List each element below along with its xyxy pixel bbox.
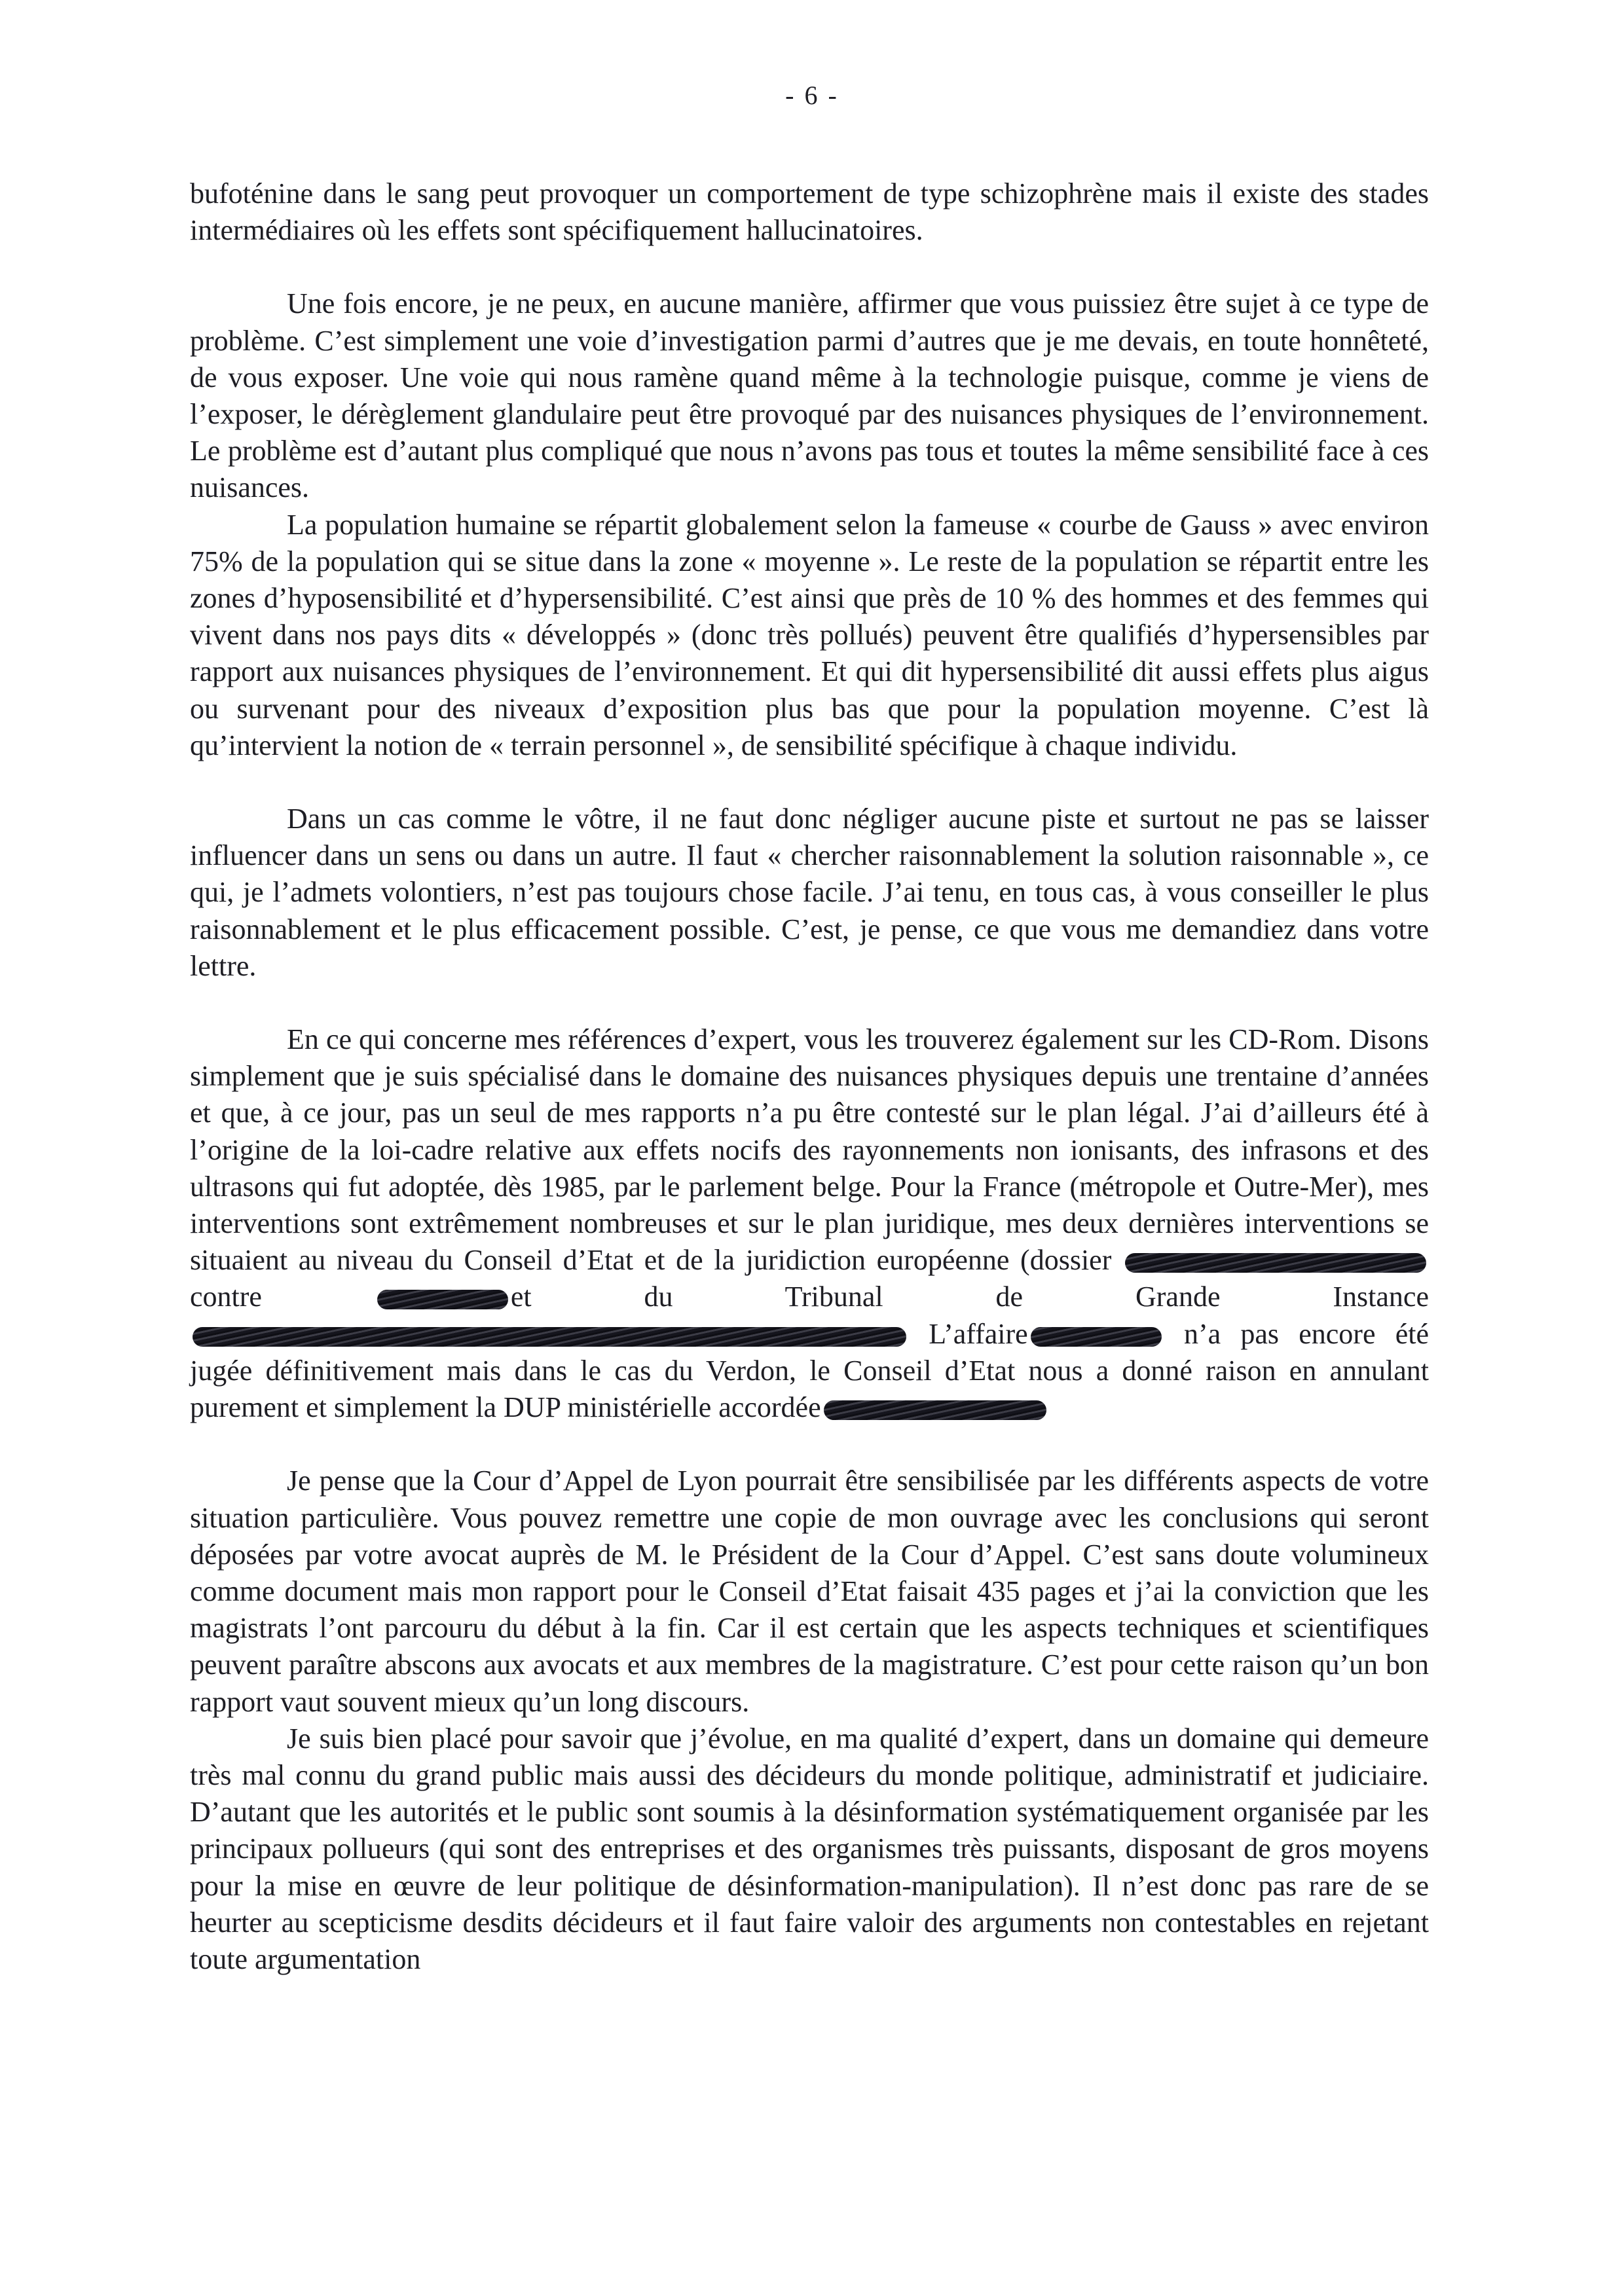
paragraph-advice: Dans un cas comme le vôtre, il ne faut donc négliger aucune piste et surtout ne pas se laisser influencer dans un sens ou dans un autre. Il faut « chercher raisonnablement la solution raisonnable », ce qui, je l’admets volontiers, n’est pas toujours chose facile. J’ai tenu, en tous cas, à vous conseiller le plus raisonnablement et le plus efficacement possible. C’est, je pense, ce que vous me demandiez dans votre lettre. (190, 803, 1429, 982)
paragraph-investigation: Une fois encore, je ne peux, en aucune manière, affirmer que vous puissiez être sujet à ce type de problème. C’est simplement une voie d’investigation parmi d’autres que je me devais, en toute honnêteté, de vous exposer. Une voie qui nous ramène quand même à la technologie puisque, comme je viens de l’exposer, le dérèglement glandulaire peut être provoqué par des nuisances physiques de l’environnement. Le problème est d’autant plus compliqué que nous n’avons pas tous et toutes la même sensibilité face à ces nuisances. (190, 287, 1429, 504)
expert-text-part3: et du Tribunal de Grande Instance (510, 1281, 1429, 1313)
paragraph-bufotenine: bufoténine dans le sang peut provoquer un comportement de type schizophrène mais il existe des stades intermédiaires où les effets sont spécifiquement hallucinatoires. (190, 177, 1429, 247)
page-number: - 6 - (785, 81, 839, 110)
redaction-mark (1031, 1327, 1162, 1347)
expert-text-part5: n’a pas encore été jugée définitivement mais dans le cas du Verdon, le Conseil d’Etat nous a donné raison en annulant purement et simplement la DUP ministérielle accordée (190, 1317, 1429, 1424)
paragraph-court-of-appeal: Je pense que la Cour d’Appel de Lyon pourrait être sensibilisée par les différents aspects de votre situation particulière. Vous pouvez remettre une copie de mon ouvrage avec les conclusions qui seront déposées par votre avocat auprès de M. le Président de la Cour d’Appel. C’est sans doute volumineux comme document mais mon rapport pour le Conseil d’Etat faisait 435 pages et j’ai la conviction que les magistrats l’ont parcouru du début à la fin. Car il est certain que les aspects techniques et scientifiques peuvent paraître abscons aux avocats et aux membres de la magistrature. C’est pour cette raison qu’un bon rapport vaut souvent mieux qu’un long discours. (190, 1465, 1429, 1718)
paragraph-disinformation: Je suis bien placé pour savoir que j’évolue, en ma qualité d’expert, dans un domaine qui demeure très mal connu du grand public mais aussi des décideurs du monde politique, administratif et judiciaire. D’autant que les autorités et le public sont soumis à la désinformation systématiquement organisée par les principaux pollueurs (qui sont des entreprises et des organismes très puissants, disposant de gros moyens pour la mise en œuvre de leur politique de désinformation-manipulation). Il n’est donc pas rare de se heurter au scepticisme desdits décideurs et il faut faire valoir des arguments non contestables en rejetant toute argumentation (190, 1722, 1429, 1975)
redaction-mark (1125, 1253, 1426, 1273)
redaction-mark (377, 1290, 508, 1309)
expert-text-part1: En ce qui concerne mes références d’expert, vous les trouverez également sur les CD-Rom. Disons simplement que je suis spécialisé dans le domaine des nuisances physiques depuis une trentaine d’années et que, à ce jour, pas un seul de mes rapports n’a pu être contesté sur le plan légal. J’ai d’ailleurs été à l’origine de la loi-cadre relative aux effets nocifs des rayonnements non ionisants, des infrasons et des ultrasons qui fut adoptée, dès 1985, par le parlement belge. Pour la France (métropole et Outre-Mer), mes interventions sont extrêmement nombreuses et sur le plan juridique, mes deux dernières interventions se situaient au niveau du Conseil d’Etat et de la juridiction européenne (dossier (190, 1023, 1429, 1277)
paragraph-expert-references (190, 1021, 1429, 1426)
redaction-mark (193, 1327, 906, 1347)
letter-body (190, 175, 1429, 1978)
expert-text-part2: contre (190, 1281, 262, 1313)
paragraph-gauss-curve: La population humaine se répartit globalement selon la fameuse « courbe de Gauss » avec environ 75% de la population qui se situe dans la zone « moyenne ». Le reste de la population se répartit entre les zones d’hyposensibilité et d’hypersensibilité. C’est ainsi que près de 10 % des hommes et des femmes qui vivent dans nos pays dits « développés » (donc très pollués) peuvent être qualifiés d’hypersensibles par rapport aux nuisances physiques de l’environnement. Et qui dit hypersensibilité dit aussi effets plus aigus ou survenant pour des niveaux d’exposition plus bas que pour la population moyenne. C’est là qu’intervient la notion de « terrain personnel », de sensibilité spécifique à chaque individu. (190, 508, 1429, 761)
expert-text-part4: L’affaire (929, 1317, 1028, 1350)
redaction-mark (824, 1400, 1046, 1420)
